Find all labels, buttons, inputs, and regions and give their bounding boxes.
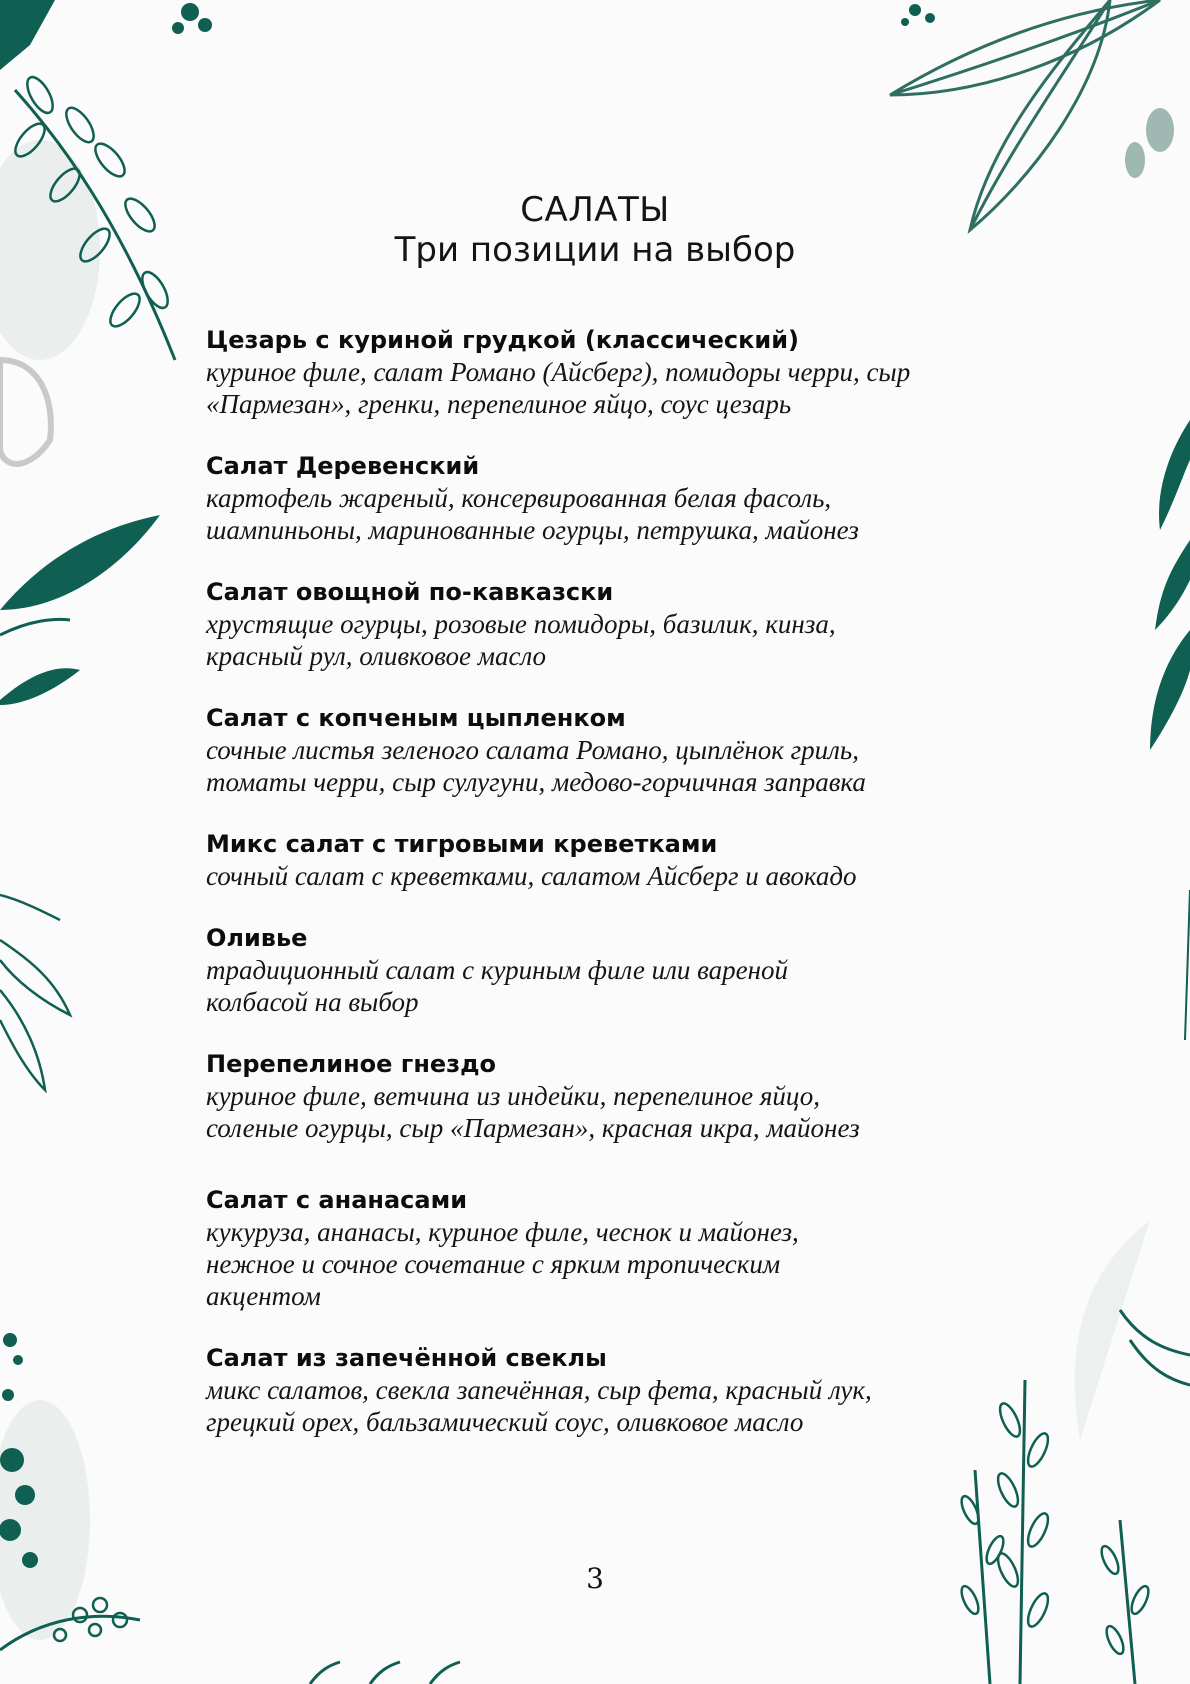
menu-item-pineapple bbox=[206, 1184, 1036, 1312]
page-header bbox=[0, 190, 1190, 270]
item-desc-line: красный рул, оливковое масло bbox=[206, 641, 547, 671]
menu-item-kavkaz bbox=[206, 576, 1036, 672]
item-name: Салат Деревенский bbox=[206, 452, 480, 480]
item-desc-line: хрустящие огурцы, розовые помидоры, базилик, кинза, bbox=[206, 609, 836, 639]
item-name: Салат с копченым цыпленком bbox=[206, 704, 626, 732]
item-name: Цезарь с куриной грудкой (классический) bbox=[206, 326, 800, 354]
page-subtitle: Три позиции на выбор bbox=[394, 230, 796, 270]
menu-item-derevensky bbox=[206, 450, 1036, 546]
menu-item-smoked-chicken bbox=[206, 702, 1036, 798]
item-desc-line: томаты черри, сыр сулугуни, медово-горчичная заправка bbox=[206, 767, 866, 797]
foliage-left-middle bbox=[0, 500, 170, 1180]
page-number: 3 bbox=[586, 1562, 604, 1595]
item-desc-line: шампиньоны, маринованные огурцы, петрушка, майонез bbox=[206, 515, 859, 545]
item-desc-line: акцентом bbox=[206, 1281, 321, 1311]
item-desc-line: сочный салат с креветками, салатом Айсберг и авокадо bbox=[206, 861, 857, 891]
menu-item-beet bbox=[206, 1342, 1036, 1438]
item-desc-line: сочные листья зеленого салата Романо, цыплёнок гриль, bbox=[206, 735, 859, 765]
item-name: Салат овощной по-кавказски bbox=[206, 578, 614, 606]
item-desc-line: куриное филе, салат Романо (Айсберг), помидоры черри, сыр bbox=[206, 357, 911, 387]
item-desc-line: кукуруза, ананасы, куриное филе, чеснок и майонез, bbox=[206, 1217, 799, 1247]
item-desc-line: соленые огурцы, сыр «Пармезан», красная икра, майонез bbox=[206, 1113, 860, 1143]
item-name: Перепелиное гнездо bbox=[206, 1050, 496, 1078]
menu-item-caesar bbox=[206, 324, 1036, 420]
item-name: Салат с ананасами bbox=[206, 1186, 468, 1214]
item-desc-line: колбасой на выбор bbox=[206, 987, 419, 1017]
menu-item-quail-nest bbox=[206, 1048, 1036, 1144]
item-desc-line: микс салатов, свекла запечённая, сыр фета, красный лук, bbox=[206, 1375, 872, 1405]
foliage-right-middle bbox=[1130, 420, 1190, 1040]
foliage-bottom-left bbox=[0, 1320, 170, 1684]
foliage-bottom-center bbox=[300, 1660, 480, 1684]
menu-item-shrimp-mix bbox=[206, 828, 1036, 892]
item-desc-line: картофель жареный, консервированная белая фасоль, bbox=[206, 483, 832, 513]
item-desc-line: грецкий орех, бальзамический соус, оливковое масло bbox=[206, 1407, 804, 1437]
item-name: Салат из запечённой свеклы bbox=[206, 1344, 607, 1372]
menu-item-olivier bbox=[206, 922, 1036, 1018]
item-name: Микс салат с тигровыми креветками bbox=[206, 830, 718, 858]
item-desc-line: куриное филе, ветчина из индейки, перепелиное яйцо, bbox=[206, 1081, 820, 1111]
item-desc-line: нежное и сочное сочетание с ярким тропическим bbox=[206, 1249, 781, 1279]
item-desc-line: традиционный салат с куриным филе или вареной bbox=[206, 955, 789, 985]
page-title: САЛАТЫ bbox=[520, 190, 670, 230]
item-desc-line: «Пармезан», гренки, перепелиное яйцо, соус цезарь bbox=[206, 389, 792, 419]
item-name: Оливье bbox=[206, 924, 308, 952]
